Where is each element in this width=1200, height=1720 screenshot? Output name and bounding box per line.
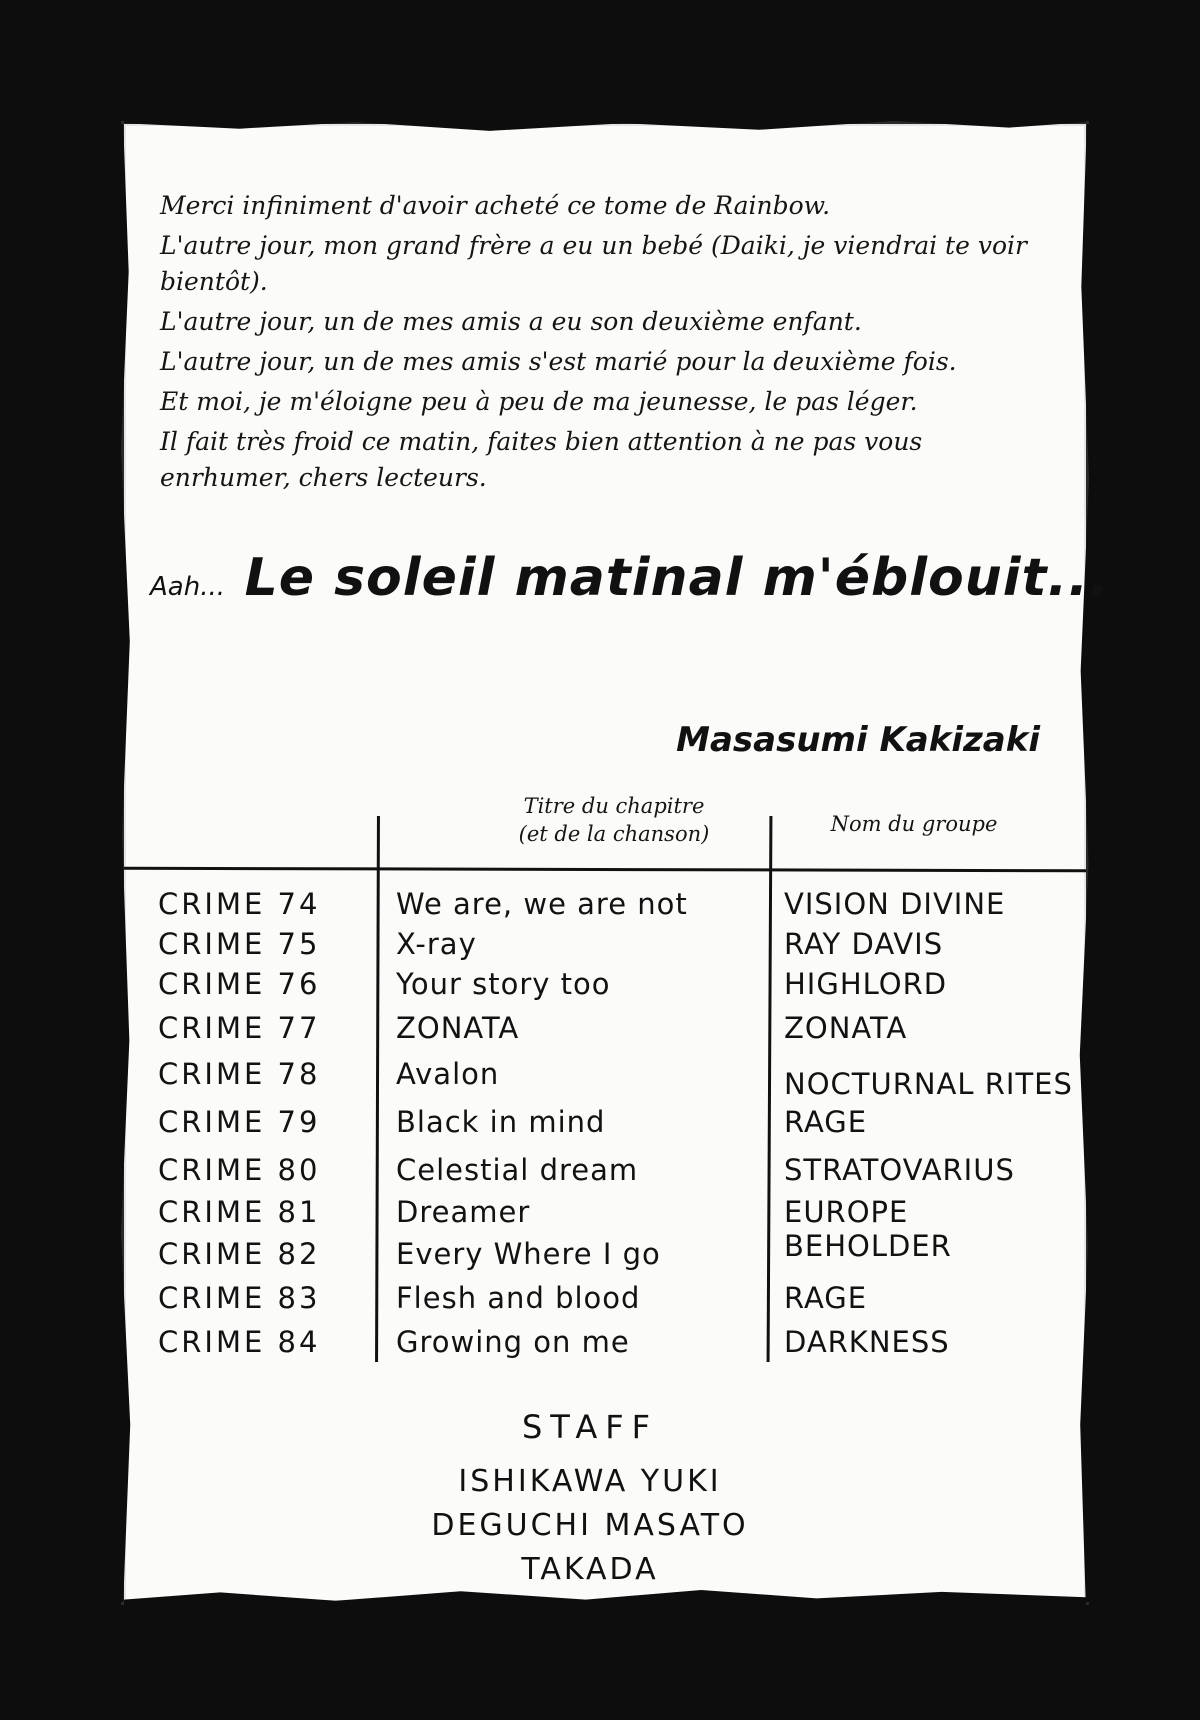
chapter-title: Dreamer xyxy=(396,1195,531,1229)
group-name: HIGHLORD xyxy=(784,967,948,1001)
group-name: BEHOLDER xyxy=(784,1229,952,1263)
group-name: DARKNESS xyxy=(784,1325,950,1359)
staff-name: TAKADA xyxy=(521,1552,659,1587)
header-group-name: Nom du groupe xyxy=(830,812,998,836)
crime-number: CRIME 82 xyxy=(158,1237,321,1271)
chapter-title: Black in mind xyxy=(396,1105,606,1139)
table-row xyxy=(124,1150,1086,1194)
letter-paragraph: L'autre jour, un de mes amis s'est marié pour la deuxième fois. xyxy=(160,347,957,376)
group-name: RAY DAVIS xyxy=(784,927,944,961)
crime-number: CRIME 81 xyxy=(158,1195,321,1229)
exclamation-aah: Aah... xyxy=(150,572,225,602)
group-name: RAGE xyxy=(784,1105,868,1139)
afterword-letter xyxy=(160,188,1040,500)
chapter-title: We are, we are not xyxy=(396,887,688,921)
group-name: EUROPE xyxy=(784,1195,909,1229)
crime-number: CRIME 84 xyxy=(158,1325,321,1359)
table-row xyxy=(124,1278,1086,1322)
header-chapter-title-sub: (et de la chanson) xyxy=(518,822,710,846)
staff-name: DEGUCHI MASATO xyxy=(431,1508,749,1543)
chapter-title: Celestial dream xyxy=(396,1153,639,1187)
header-chapter-title xyxy=(444,792,784,848)
crime-number: CRIME 83 xyxy=(158,1281,321,1315)
letter-paragraph: L'autre jour, mon grand frère a eu un bebé (Daiki, je viendrai te voir bientôt). xyxy=(160,231,1027,296)
crime-number: CRIME 77 xyxy=(158,1011,321,1045)
table-row xyxy=(124,1322,1086,1366)
table-row xyxy=(124,1008,1086,1052)
table-row xyxy=(124,964,1086,1008)
crime-number: CRIME 74 xyxy=(158,887,321,921)
exclamation-main: Le soleil matinal m'éblouit... xyxy=(244,548,1110,608)
crime-number: CRIME 80 xyxy=(158,1153,321,1187)
table-row xyxy=(124,1229,1086,1278)
chapter-title: X-ray xyxy=(396,927,477,961)
chapter-title: Your story too xyxy=(396,967,611,1001)
group-name: ZONATA xyxy=(784,1011,908,1045)
chapter-title: ZONATA xyxy=(396,1011,520,1045)
table-row xyxy=(124,1102,1086,1146)
letter-paragraph: Et moi, je m'éloigne peu à peu de ma jeunesse, le pas léger. xyxy=(160,387,918,416)
group-name: STRATOVARIUS xyxy=(784,1153,1015,1187)
exclamation-line xyxy=(150,548,1110,608)
group-name: NOCTURNAL RITES xyxy=(784,1067,1073,1101)
author-signature: Masasumi Kakizaki xyxy=(676,720,1040,760)
table-row xyxy=(124,1054,1086,1101)
crime-number: CRIME 78 xyxy=(158,1057,321,1091)
crime-number: CRIME 79 xyxy=(158,1105,321,1139)
staff-name: ISHIKAWA YUKI xyxy=(458,1464,722,1499)
letter-paragraph: Merci infiniment d'avoir acheté ce tome de Rainbow. xyxy=(160,191,831,220)
chapter-title: Flesh and blood xyxy=(396,1281,641,1315)
chapter-title: Every Where I go xyxy=(396,1237,661,1271)
chapter-title: Growing on me xyxy=(396,1325,630,1359)
crime-number: CRIME 75 xyxy=(158,927,321,961)
header-chapter-title-main: Titre du chapitre xyxy=(523,794,705,818)
letter-paragraph: L'autre jour, un de mes amis a eu son deuxième enfant. xyxy=(160,307,862,336)
staff-title: STAFF xyxy=(521,1408,659,1446)
staff-credits xyxy=(300,1408,880,1592)
chapter-title: Avalon xyxy=(396,1057,500,1091)
crime-number: CRIME 76 xyxy=(158,967,321,1001)
letter-paragraph: Il fait très froid ce matin, faites bien attention à ne pas vous enrhumer, chers lecteurs. xyxy=(160,427,923,492)
chapter-table xyxy=(124,790,1086,1370)
table-header-divider xyxy=(124,867,1086,873)
table-row xyxy=(124,884,1086,928)
table-row xyxy=(124,924,1086,968)
group-name: VISION DIVINE xyxy=(784,887,1006,921)
group-name: RAGE xyxy=(784,1281,868,1315)
